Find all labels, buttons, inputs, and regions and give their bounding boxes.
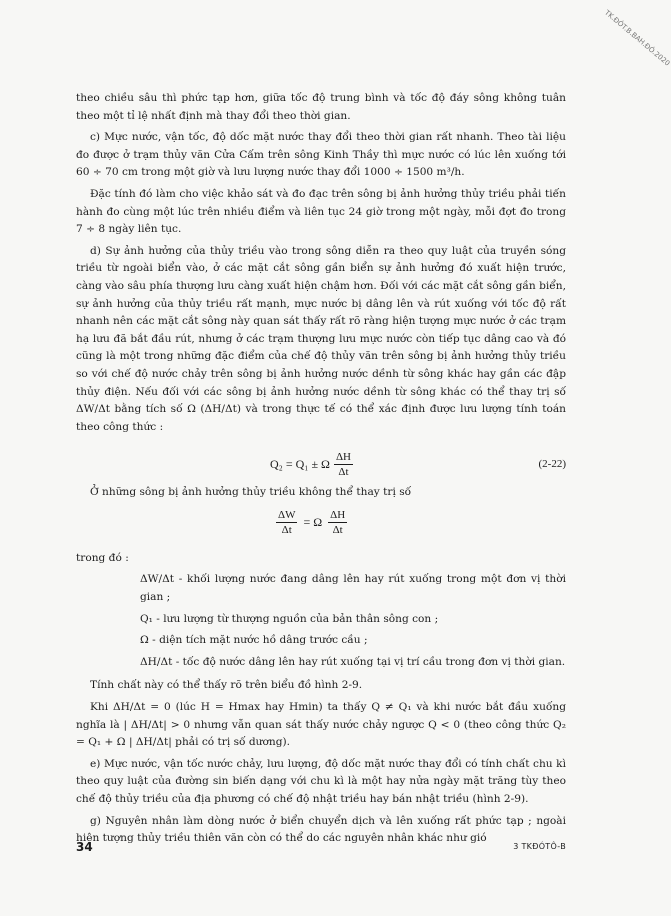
paragraph-e: e) Mực nước, vận tốc nước chảy, lưu lượng, độ dốc mặt nước thay đổi có tính chất chu kì theo quy luật của đường sin biến dạng với chu kì là một hay nửa ngày mặt trăng tùy theo chế độ thủy triều của địa phương có chế độ nhật triều hay bán nhật triều (hình 2-9).	[76, 757, 566, 805]
fraction-denominator: Δt	[281, 523, 292, 536]
fraction-numerator: ΔW	[278, 508, 296, 521]
signature-mark: 3 TKĐÓTÔ-B	[513, 842, 566, 851]
equation-lhs: Q₂ = Q₁ ± Ω	[270, 456, 330, 471]
equation-mid: = Ω	[303, 514, 323, 529]
fraction-dh-dt	[334, 450, 353, 479]
fraction-denominator: Δt	[338, 466, 349, 479]
library-stamp: TK.ĐÓT.B.BAH.ĐÓ.2020	[603, 8, 671, 68]
definition-item: Q₁ - lưu lượng từ thượng nguồn của bản thân sông con ;	[140, 612, 439, 625]
definitions	[76, 550, 566, 672]
definition-item: ΔW/Δt - khối lượng nước đang dâng lên hay rút xuống trong một đơn vị thời gian ;	[140, 573, 566, 604]
paragraph-5: Ở những sông bị ảnh hưởng thủy triều không thể thay trị số	[90, 486, 412, 499]
fraction-dw-dt	[276, 508, 297, 537]
paragraph-g: g) Nguyên nhân làm dòng nước ở biển chuyển dịch và lên xuống rất phức tạp ; ngoài hiện tượng thủy triều thiên văn còn có thể do các nguyên nhân khác như gió	[76, 814, 566, 845]
fraction-numerator: ΔH	[335, 451, 352, 464]
paragraph-d: d) Sự ảnh hưởng của thủy triều vào trong sông diễn ra theo quy luật của truyền sóng triều từ ngoài biển vào, ở các mặt cắt sông gần biển sự ảnh hưởng đó xuất hiện trước, càng vào sâu phía thượng lưu càng xuất hiện chậm hơn. Đối với các mặt cắt sông gần biển, sự ảnh hưởng của thủy triều rất mạnh, mực nước bị dâng lên và rút xuống với tốc độ rất nhanh nên các mặt cắt sông này quan sát thấy rất rõ ràng hiện tượng mực nước ở các trạm hạ lưu đã bắt đầu rút, nhưng ở các trạm thượng lưu mực nước còn tiếp tục dâng cao và đó cũng là một trong những đặc điểm của chế độ thủy văn trên sông bị ảnh hưởng thủy triều so với chế độ nước chảy trên sông bị ảnh hưởng nước dềnh từ sông khác hay gần các đập thủy điện. Nếu đối với các sông bị ảnh hưởng nước dềnh từ sông khác có thể thay trị số ΔW/Δt bằng tích số Ω (ΔH/Δt) và trong thực tế có thể xác định được lưu lượng tính toán theo công thức :	[76, 244, 566, 433]
fraction-numerator: ΔH	[330, 508, 346, 521]
fraction-dh-dt	[328, 508, 347, 537]
body-text	[76, 90, 566, 852]
paragraph-7: Khi ΔH/Δt = 0 (lúc H = Hmax hay Hmin) ta thấy Q ≠ Q₁ và khi nước bắt đầu xuống nghĩa là | ΔH/Δt| > 0 nhưng vẫn quan sát thấy nước chảy ngược Q < 0 (theo công thức Q₂ = Q₁ + Ω | ΔH/Δt| phải có trị số dương).	[76, 701, 566, 749]
fraction-denominator: Δt	[332, 523, 343, 536]
paragraph-3: Đặc tính đó làm cho việc khảo sát và đo đạc trên sông bị ảnh hưởng thủy triều phải tiến hành đo cùng một lúc trên nhiều điểm và liên tục 24 giờ trong một ngày, mỗi đợt đo trong 7 ÷ 8 ngày liên tục.	[76, 187, 566, 236]
equation-2-22	[76, 442, 566, 482]
definition-item: Ω - diện tích mặt nước hồ dâng trước cầu ;	[140, 634, 368, 647]
page-footer	[76, 840, 566, 860]
equation-dw-dt	[76, 506, 566, 546]
paragraph-1: theo chiều sâu thì phức tạp hơn, giữa tốc độ trung bình và tốc độ đáy sông không tuân theo một tỉ lệ nhất định mà thay đổi theo thời gian.	[76, 92, 566, 122]
definitions-label: trong đó :	[76, 551, 129, 564]
paragraph-6: Tính chất này có thể thấy rõ trên biểu đồ hình 2-9.	[90, 679, 363, 692]
paragraph-c: c) Mực nước, vận tốc, độ dốc mặt nước thay đổi theo thời gian rất nhanh. Theo tài liệu đo được ở trạm thủy văn Cửa Cấm trên sông Kinh Thầy thì mực nước có lúc lên xuống tới 60 ÷ 70 cm trong một giờ và lưu lượng nước thay đổi 1000 ÷ 1500 m³/h.	[76, 131, 566, 179]
equation-number: (2-22)	[538, 458, 566, 471]
page-number: 34	[76, 840, 93, 854]
definition-item: ΔH/Δt - tốc độ nước dâng lên hay rút xuống tại vị trí cầu trong đơn vị thời gian.	[140, 655, 566, 668]
